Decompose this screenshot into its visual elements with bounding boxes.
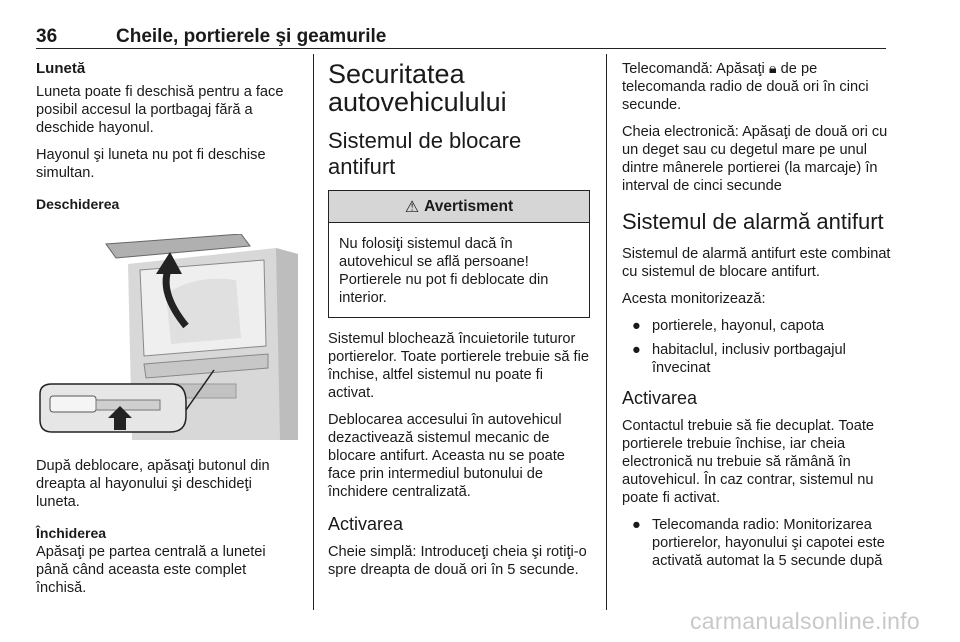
subheading-activarea: Activarea — [328, 514, 404, 534]
column-middle — [328, 60, 590, 588]
warning-text: Nu folosiţi sistemul dacă în autovehicul se află persoane! Portierele nu pot fi deblocate din interior. — [339, 236, 549, 306]
column-divider — [606, 54, 607, 610]
subheading-deschiderea: Deschiderea — [36, 196, 120, 212]
paragraph: Cheie simplă: Introduceţi cheia şi rotiţi-o spre dreapta de două ori în 5 secunde. — [328, 544, 587, 578]
rear-window-illustration — [36, 234, 298, 440]
remote-list — [622, 516, 892, 570]
warning-box — [328, 190, 590, 318]
bullet-icon: ● — [632, 517, 641, 533]
list-item: ● habitaclul, inclusiv portbagajul învecinat — [632, 342, 846, 376]
list-item: ● portierele, hayonul, capota — [632, 318, 824, 334]
paragraph: Hayonul şi luneta nu pot fi deschise simultan. — [36, 147, 266, 181]
bullet-icon: ● — [632, 342, 641, 358]
warning-title: Avertisment — [424, 197, 514, 215]
paragraph: Luneta poate fi deschisă pentru a face posibil accesul la portbagaj fără a deschide hayonul. — [36, 84, 284, 136]
chapter-title: Cheile, portierele şi geamurile — [116, 26, 387, 47]
column-right — [622, 60, 892, 576]
paragraph: Acesta monitorizează: — [622, 291, 766, 307]
bullet-icon: ● — [632, 318, 641, 334]
list-item: ● Telecomanda radio: Monitorizarea portierelor, hayonului şi capotei este activată automat la 5 secunde după — [632, 517, 885, 569]
paragraph: Contactul trebuie să fie decuplat. Toate portierele trebuie închise, iar cheia electronică nu trebuie să rămână în autovehicul. În caz contrar, sistemul nu poate fi activat. — [622, 418, 875, 506]
paragraph: Sistemul blochează încuietorile tuturor portierelor. Toate portierele trebuie să fie închise, altfel sistemul nu poate fi activat. — [328, 331, 589, 401]
subheading-inchiderea: Închiderea — [36, 525, 107, 541]
section-title-securitatea: Securitatea autovehiculului — [328, 59, 507, 117]
column-left — [36, 60, 298, 606]
section-title-luneta: Lunetă — [36, 60, 86, 77]
paragraph: După deblocare, apăsaţi butonul din dreapta al hayonului şi deschideţi luneta. — [36, 458, 270, 510]
warning-header — [329, 191, 589, 223]
paragraph: Telecomandă: Apăsaţi 🔒︎ de pe telecomanda radio de două ori în cinci secunde. — [622, 61, 869, 113]
page-header — [36, 14, 886, 49]
watermark: carmanualsonline.info — [689, 608, 920, 634]
paragraph: Deblocarea accesului în autovehicul dezactivează sistemul mecanic de blocare antifurt. Aceasta nu se poate face prin intermediul butonului de închidere centralizată. — [328, 412, 565, 500]
warning-icon: ⚠ — [404, 198, 420, 216]
subsection-title-blocare: Sistemul de blocare antifurt — [328, 128, 522, 179]
paragraph: Cheia electronică: Apăsaţi de două ori cu un deget sau cu degetul mare pe unul dintre mânerele portierei (la marcaje) în interval de cinci secunde — [622, 124, 888, 194]
paragraph: Apăsaţi pe partea centrală a lunetei până când aceasta este complet închisă. — [36, 544, 266, 596]
column-divider — [313, 54, 314, 610]
subsection-title-alarma: Sistemul de alarmă antifurt — [622, 209, 884, 234]
monitor-list — [622, 317, 892, 377]
subheading-activarea: Activarea — [622, 388, 698, 408]
page-number: 36 — [36, 26, 58, 47]
paragraph: Sistemul de alarmă antifurt este combinat cu sistemul de blocare antifurt. — [622, 246, 891, 280]
